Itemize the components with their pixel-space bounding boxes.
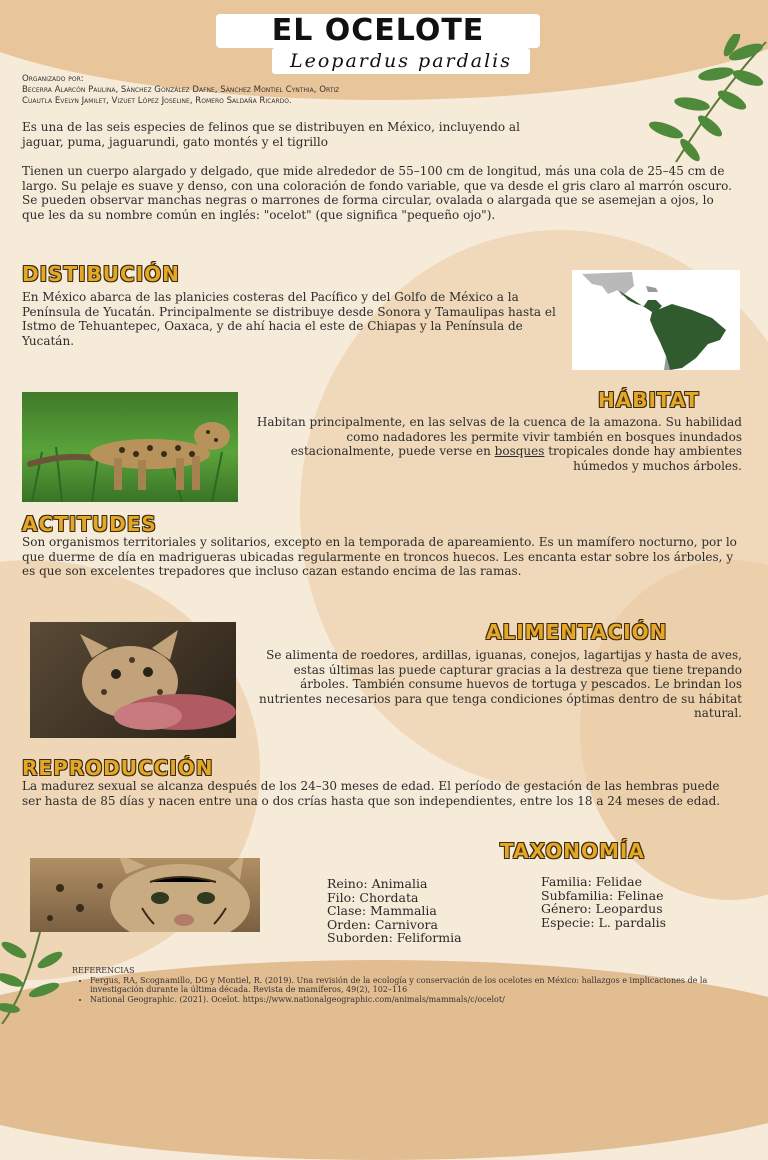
- taxonomy-species: Especie: L. pardalis: [541, 914, 667, 930]
- taxonomy-subfamily: Subfamilia: Felinae: [541, 887, 664, 903]
- references-list: [72, 976, 752, 1005]
- taxonomy-order: Orden: Carnivora: [327, 916, 438, 932]
- feeding-heading: ALIMENTACIÓN: [486, 620, 668, 644]
- habitat-heading: HÁBITAT: [598, 388, 700, 412]
- intro-paragraph-2: Tienen un cuerpo alargado y delgado, que mide alrededor de 55–100 cm de longitud, más una cola de 25–45 cm de largo. Su pelaje es suave y denso, con una coloración de fondo variable, que va desde el gris claro al marrón oscuro. Se pueden observar manchas negras o marrones de forma circular, ovalada o alargada que se asemejan a ojos, lo que les da su nombre común en inglés: "ocelot" (que significa "pequeño ojo").: [22, 164, 732, 222]
- organizers: [22, 74, 622, 107]
- distribution-map: [572, 270, 740, 370]
- ocelot-eating-illustration: [30, 622, 236, 738]
- habitat-bosques-link[interactable]: bosques: [494, 444, 545, 459]
- ocelot-eating-photo: [30, 622, 236, 738]
- feeding-text: Se alimenta de roedores, ardillas, iguanas, conejos, lagartijas y hasta de aves, estas últimas las puede capturar gracias a la destreza que tiene trepando árboles. También consume huevos de tortuga y pescados. Le brindan los nutrientes necesarios para que tenga condiciones óptimas dentro de su hábitat natural.: [259, 648, 742, 721]
- references-label: REFERENCIAS: [72, 966, 135, 975]
- taxonomy-right-column: [541, 875, 666, 929]
- page-title: EL OCELOTE: [216, 14, 540, 48]
- reference-item: • Fergus, RA, Scognamillo, DG y Montiel, R. (2019). Una revisión de la ecología y conservación de los ocelotes en México: hallazgos e implicaciones de la investigación durante la última década. Revista de mamíferos, 49(2), 102–116: [90, 976, 752, 995]
- taxonomy-kingdom: Reino: Animalia: [327, 876, 428, 891]
- organizers-line-1: Becerra Alarcón Paulina, Sánchez González Dafne, Sánchez Montiel Cynthia, Ortiz: [22, 85, 340, 95]
- taxonomy-genus: Género: Leopardus: [541, 901, 663, 916]
- taxonomy-suborder: Suborden: Feliformia: [327, 930, 462, 945]
- taxonomy-family: Familia: Felidae: [541, 874, 642, 889]
- organizers-line-2: Cuautla Evelyn Jamilet, Vizuet López Joseline, Romero Saldaña Ricardo.: [22, 96, 292, 106]
- habitat-text: [248, 415, 742, 473]
- taxonomy-left-column: [327, 877, 462, 945]
- intro-paragraph-1: Es una de las seis especies de felinos que se distribuyen en México, incluyendo al jaguar, puma, jaguarundi, gato montés y el tigrillo: [22, 120, 520, 149]
- leaf-branch-decoration-bottom-left: [0, 930, 70, 1024]
- reference-item: • National Geographic. (2021). Ocelot. https://www.nationalgeographic.com/animals/mammals/c/ocelot/: [90, 995, 752, 1005]
- ocelot-face-illustration: [30, 858, 260, 932]
- habitat-text-part-a: Habitan principalmente, en las selvas de la cuenca de la amazona. Su habilidad como nadadores les permite vivir también en bosques inundados estacionalmente, puede verse en: [256, 415, 742, 459]
- attitudes-text: Son organismos territoriales y solitarios, excepto en la temporada de apareamiento. Es un mamífero nocturno, por lo que duerme de día en madrigueras ubicadas regularmente en troncos huecos. Les encanta estar sobre los árboles, y es que son excelentes trepadores que incluso cazan estando encima de las ramas.: [22, 535, 737, 579]
- ocelot-on-grass-photo: [22, 392, 238, 502]
- distribution-heading: DISTIBUCIÓN: [22, 262, 180, 286]
- range-map-graphic: [572, 270, 740, 370]
- taxonomy-class: Clase: Mammalia: [327, 903, 437, 918]
- leaf-branch-decoration-top-right: [636, 34, 768, 166]
- organizers-label: Organizado por:: [22, 74, 84, 84]
- taxonomy-phylum: Filo: Chordata: [327, 889, 419, 905]
- distribution-text: En México abarca de las planicies costeras del Pacífico y del Golfo de México a la Península de Yucatán. Principalmente se distribuye desde Sonora y Tamaulipas hasta el Istmo de Tehuantepec, Oaxaca, y de ahí hacia el este de Chiapas y la Península de Yucatán.: [22, 290, 556, 348]
- reproduction-heading: REPRODUCCIÓN: [22, 756, 214, 780]
- scientific-name-subtitle: Leopardus pardalis: [272, 48, 530, 74]
- reproduction-text: La madurez sexual se alcanza después de los 24–30 meses de edad. El período de gestación de las hembras puede ser hasta de 85 días y nacen entre una o dos crías hasta que son independientes, entre los 18 a 24 meses de edad.: [22, 779, 721, 808]
- attitudes-heading: ACTITUDES: [22, 512, 157, 536]
- taxonomy-heading: TAXONOMÍA: [500, 839, 645, 863]
- references: [72, 966, 752, 1004]
- ocelot-face-photo: [30, 858, 260, 932]
- habitat-text-part-b: tropicales donde hay ambientes húmedos y muchos árboles.: [548, 444, 742, 473]
- ocelot-walking-illustration: [22, 392, 238, 502]
